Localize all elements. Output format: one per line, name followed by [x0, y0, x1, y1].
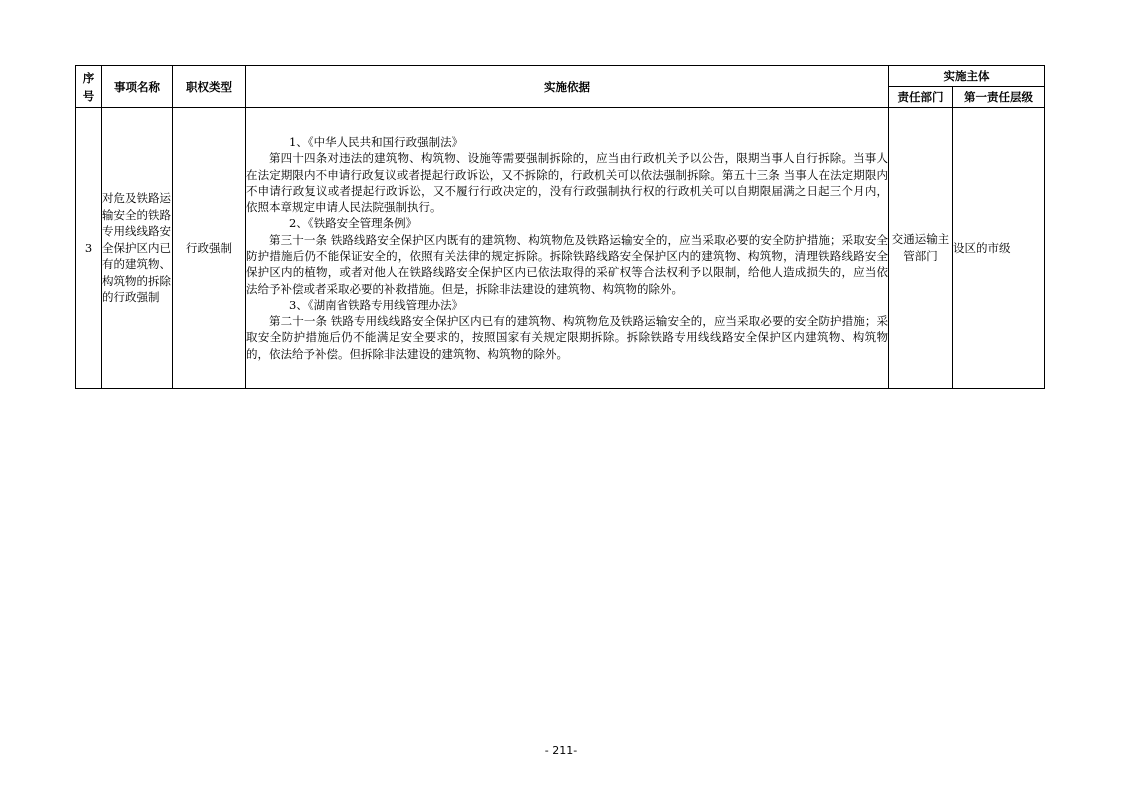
header-seq-line2: 号 — [82, 88, 95, 103]
enforcement-table — [75, 65, 1045, 389]
header-level: 第一责任层级 — [953, 87, 1045, 108]
row-level: 设区的市级 — [953, 108, 1045, 389]
header-power-type: 职权类型 — [173, 66, 246, 108]
header-seq — [76, 66, 102, 108]
row-basis — [246, 108, 889, 389]
row-number: 3 — [76, 108, 102, 389]
page-number: - 211- — [544, 744, 578, 757]
header-basis: 实施依据 — [246, 66, 889, 108]
basis-ref-2: 2、《铁路安全管理条例》 — [289, 216, 418, 231]
row-dept: 交通运输主管部门 — [889, 108, 953, 389]
header-dept: 责任部门 — [889, 87, 953, 108]
basis-para-2: 第三十一条 铁路线路安全保护区内既有的建筑物、构筑物危及铁路运输安全的，应当采取必要的安全防护措施；采取安全防护措施后仍不能保证安全的，依照有关法律的规定拆除。拆除铁路线路安全保护区内的建筑物、构筑物，清理铁路线路安全保护区内的植物，或者对他人在铁路线路安全保护区内已依法取得的采矿权等合法权利予以限制，给他人造成损失的，应当依法给予补偿或者采取必要的补救措施。但是，拆除非法建设的建筑物、构筑物的除外。 — [246, 232, 888, 296]
basis-para-1: 第四十四条对违法的建筑物、构筑物、设施等需要强制拆除的，应当由行政机关予以公告，限期当事人自行拆除。当事人在法定期限内不申请行政复议或者提起行政诉讼，又不拆除的，行政机关可以依法强制拆除。第五十三条 当事人在法定期限内不申请行政复议或者提起行政诉讼，又不履行行政决定的，没有行政强制执行权的行政机关可以自期限届满之日起三个月内，依照本章规定申请人民法院强制执行。 — [246, 151, 888, 215]
basis-para-3: 第二十一条 铁路专用线线路安全保护区内已有的建筑物、构筑物危及铁路运输安全的，应当采取必要的安全防护措施；采取安全防护措施后仍不能满足安全要求的，按照国家有关规定限期拆除。拆除铁路专用线线路安全保护区内建筑物、构筑物的，依法给予补偿。但拆除非法建设的建筑物、构筑物的除外。 — [246, 314, 888, 361]
basis-ref-3: 3、《湖南省铁路专用线管理办法》 — [289, 297, 464, 312]
table-row — [76, 108, 1045, 389]
header-seq-line1: 序 — [82, 70, 95, 85]
header-subject: 实施主体 — [889, 66, 1045, 87]
row-item-name: 对危及铁路运输安全的铁路专用线线路安全保护区内已有的建筑物、构筑物的拆除的行政强制 — [102, 108, 173, 389]
header-item-name: 事项名称 — [102, 66, 173, 108]
row-power-type: 行政强制 — [173, 108, 246, 389]
basis-ref-1: 1、《中华人民共和国行政强制法》 — [289, 134, 464, 149]
